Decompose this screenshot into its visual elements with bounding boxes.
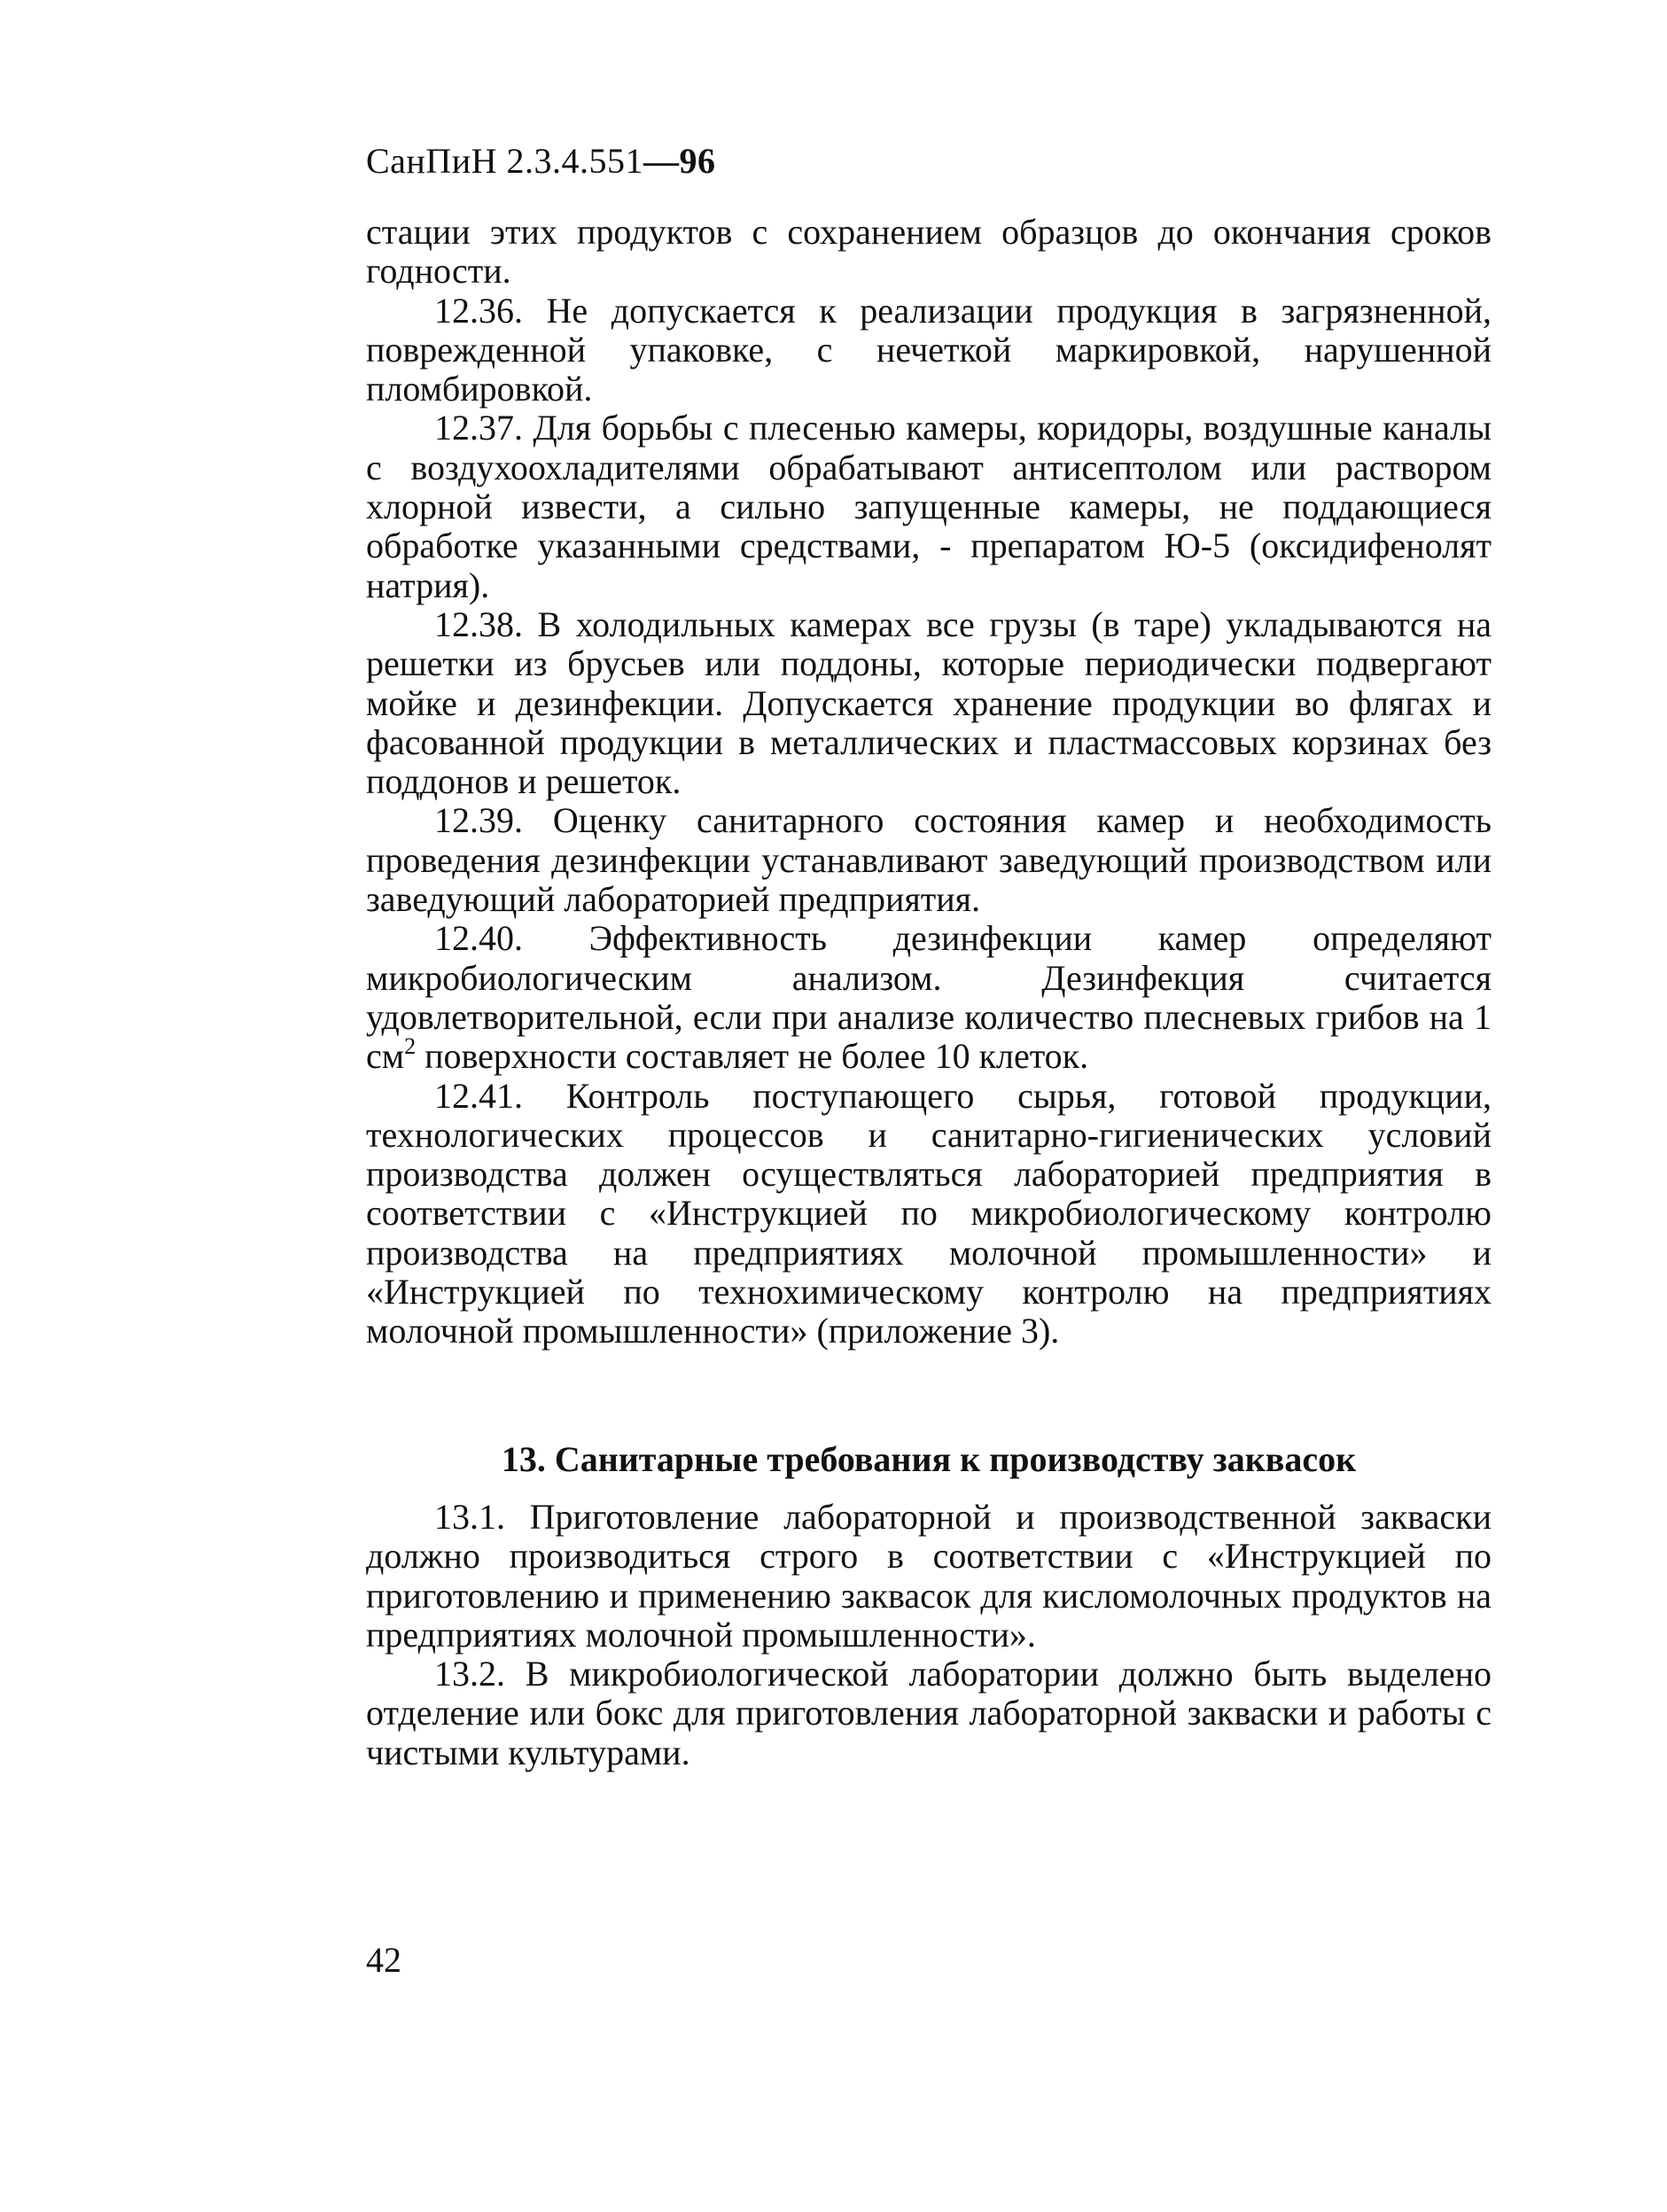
paragraph-12-40-text-end: поверхности составляет не более 10 клеток. bbox=[416, 1036, 1089, 1077]
header-doc-code: СанПиН 2.3.4.551 bbox=[366, 141, 644, 181]
paragraph-12-39: 12.39. Оценку санитарного состояния камер и необходимость проведения дезинфекции устанавливают заведующий производством или заведующий лабораторией предприятия. bbox=[366, 800, 1492, 920]
body-text-section-12 bbox=[366, 213, 1492, 1351]
body-text-section-13 bbox=[366, 1498, 1492, 1772]
paragraph-12-36: 12.36. Не допускается к реализации продукция в загрязненной, поврежденной упаковке, с нечеткой маркировкой, нарушенной пломбировкой. bbox=[366, 290, 1492, 409]
paragraph-continuation: стации этих продуктов с сохранением образцов до окончания сроков годности. bbox=[366, 212, 1492, 292]
paragraph-13-2: 13.2. В микробиологической лаборатории должно быть выделено отделение или бокс для приготовления лабораторной закваски и работы с чистыми культурами. bbox=[366, 1654, 1492, 1772]
paragraph-12-38: 12.38. В холодильных камерах все грузы (в таре) укладываются на решетки из брусьев или поддоны, которые периодически подвергают мойке и дезинфекции. Допускается хранение продукции во флягах и фасованной продукции в металлических и пластмассовых корзинах без поддонов и решеток. bbox=[366, 604, 1492, 802]
paragraph-12-40 bbox=[366, 919, 1492, 1076]
paragraph-13-1: 13.1. Приготовление лабораторной и производственной закваски должно производиться строго в соответствии с «Инструкцией по приготовлению и применению заквасок для кисломолочных продуктов на предприятиях молочной промышленности». bbox=[366, 1497, 1492, 1655]
paragraph-12-41: 12.41. Контроль поступающего сырья, готовой продукции, технологических процессов и санитарно-гигиенических условий производства должен осуществляться лабораторией предприятия в соответствии с «Инструкцией по микробиологическому контролю производства на предприятиях молочной промышленности» и «Инструкцией по технохимическому контролю на предприятиях молочной промышленности» (приложение 3). bbox=[366, 1075, 1492, 1351]
running-header bbox=[366, 140, 716, 183]
header-doc-year: —96 bbox=[643, 141, 716, 181]
superscript-squared: 2 bbox=[404, 1033, 417, 1060]
paragraph-12-37: 12.37. Для борьбы с плесенью камеры, коридоры, воздушные каналы с воздухоохладителями обрабатывают антисептолом или раствором хлорной извести, а сильно запущенные камеры, не поддающиеся обработке указанными средствами, - препаратом Ю-5 (оксидифенолят натрия). bbox=[366, 408, 1492, 605]
section-13-heading: 13. Санитарные требования к производству заквасок bbox=[501, 1439, 1357, 1479]
page-number: 42 bbox=[366, 1940, 401, 1980]
paragraph-12-40-text: 12.40. Эффективность дезинфекции камер определяют микробиологическим анализом. Дезинфекция считается удовлетворительной, если при анализе количество плесневых грибов на 1 см bbox=[366, 918, 1492, 1077]
